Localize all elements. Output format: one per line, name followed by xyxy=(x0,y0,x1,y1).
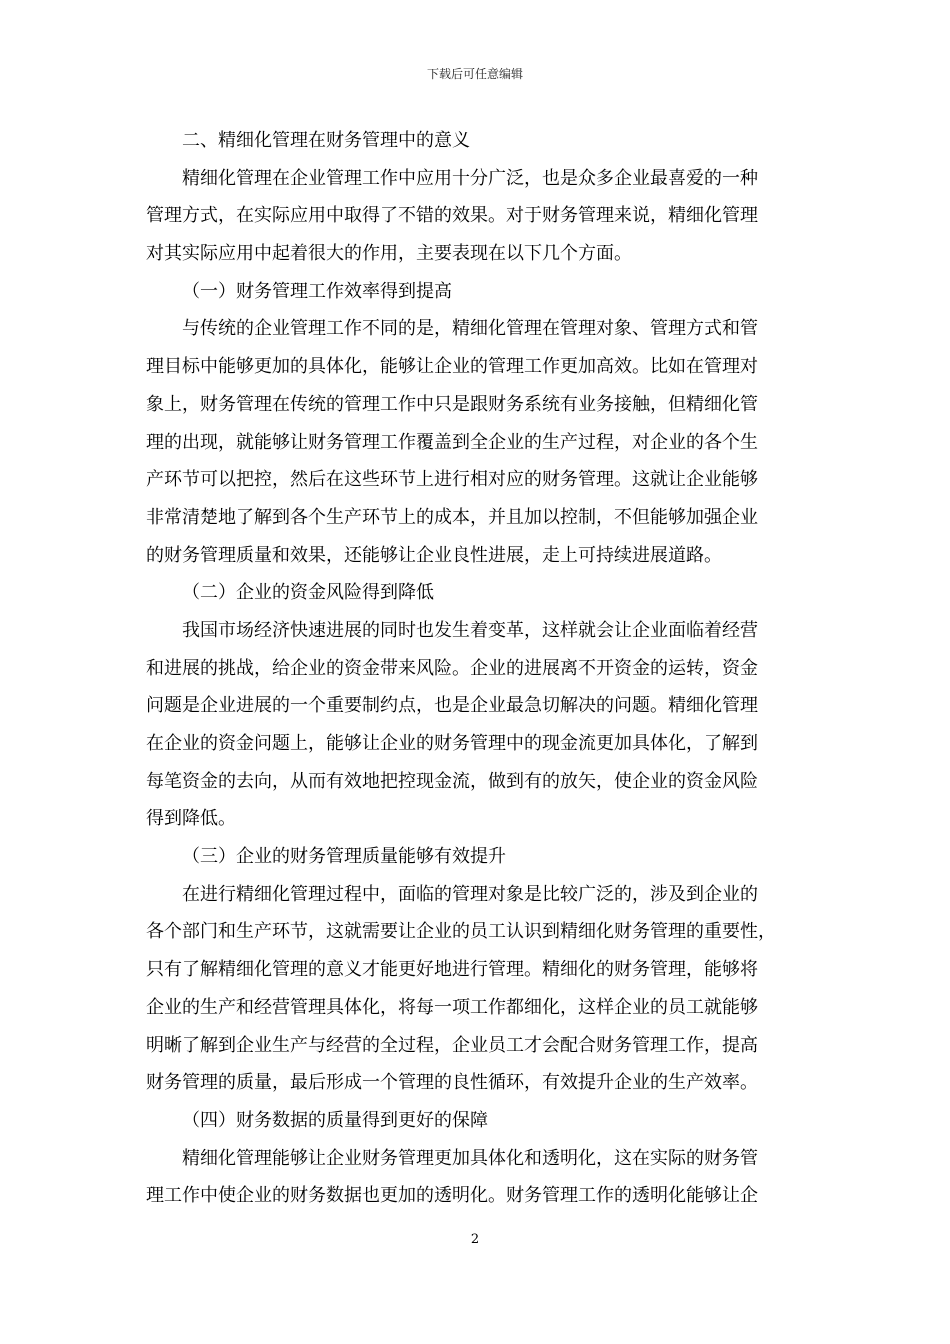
page-header: 下载后可任意编辑 xyxy=(426,67,523,81)
text-line: （四）财务数据的质量得到更好的保障 xyxy=(182,1109,488,1131)
text-line: 理工作中使企业的财务数据也更加的透明化。财务管理工作的透明化能够让企 xyxy=(146,1185,758,1207)
text-line: 明晰了解到企业生产与经营的全过程，企业员工才会配合财务管理工作，提高 xyxy=(146,1034,758,1056)
text-line: 和进展的挑战，给企业的资金带来风险。企业的进展离不开资金的运转，资金 xyxy=(146,657,758,679)
text-line: 非常清楚地了解到各个生产环节上的成本，并且加以控制，不但能够加强企业 xyxy=(146,506,758,528)
text-line: 企业的生产和经营管理具体化，将每一项工作都细化，这样企业的员工就能够 xyxy=(146,996,758,1018)
text-line: 只有了解精细化管理的意义才能更好地进行管理。精细化的财务管理，能够将 xyxy=(146,959,758,981)
text-line: 对其实际应用中起着很大的作用，主要表现在以下几个方面。 xyxy=(146,243,632,265)
text-line: （一）财务管理工作效率得到提高 xyxy=(182,280,452,302)
text-line: （二）企业的资金风险得到降低 xyxy=(182,582,434,604)
text-line: 财务管理的质量，最后形成一个管理的良性循环，有效提升企业的生产效率。 xyxy=(146,1072,758,1094)
text-line: 各个部门和生产环节，这就需要让企业的员工认识到精细化财务管理的重要性， xyxy=(146,921,776,943)
text-line: 在企业的资金问题上，能够让企业的财务管理中的现金流更加具体化，了解到 xyxy=(146,733,758,754)
text-line: 二、精细化管理在财务管理中的意义 xyxy=(182,130,470,151)
text-line: 问题是企业进展的一个重要制约点，也是企业最急切解决的问题。精细化管理 xyxy=(146,695,758,717)
text-line: 在进行精细化管理过程中，面临的管理对象是比较广泛的，涉及到企业的 xyxy=(182,883,758,905)
text-line: 与传统的企业管理工作不同的是，精细化管理在管理对象、管理方式和管 xyxy=(182,318,758,340)
text-line: 每笔资金的去向，从而有效地把控现金流，做到有的放矢，使企业的资金风险 xyxy=(146,770,758,792)
text-line: 理目标中能够更加的具体化，能够让企业的管理工作更加高效。比如在管理对 xyxy=(146,356,758,378)
text-line: 象上，财务管理在传统的管理工作中只是跟财务系统有业务接触，但精细化管 xyxy=(146,393,758,415)
page-number: 2 xyxy=(470,1232,480,1247)
text-line: 的财务管理质量和效果，还能够让企业良性进展，走上可持续进展道路。 xyxy=(146,544,722,566)
text-line: 精细化管理能够让企业财务管理更加具体化和透明化，这在实际的财务管 xyxy=(182,1147,758,1169)
text-line: 我国市场经济快速进展的同时也发生着变革，这样就会让企业面临着经营 xyxy=(182,619,758,641)
text-line: 精细化管理在企业管理工作中应用十分广泛，也是众多企业最喜爱的一种 xyxy=(182,167,758,189)
text-line: 管理方式，在实际应用中取得了不错的效果。对于财务管理来说，精细化管理 xyxy=(146,205,758,227)
text-line: （三）企业的财务管理质量能够有效提升 xyxy=(182,846,506,868)
text-line: 得到降低。 xyxy=(146,808,236,830)
document-body xyxy=(146,122,807,1215)
text-line: 产环节可以把控，然后在这些环节上进行相对应的财务管理。这就让企业能够 xyxy=(146,469,758,491)
text-line: 理的出现，就能够让财务管理工作覆盖到全企业的生产过程，对企业的各个生 xyxy=(146,431,758,453)
